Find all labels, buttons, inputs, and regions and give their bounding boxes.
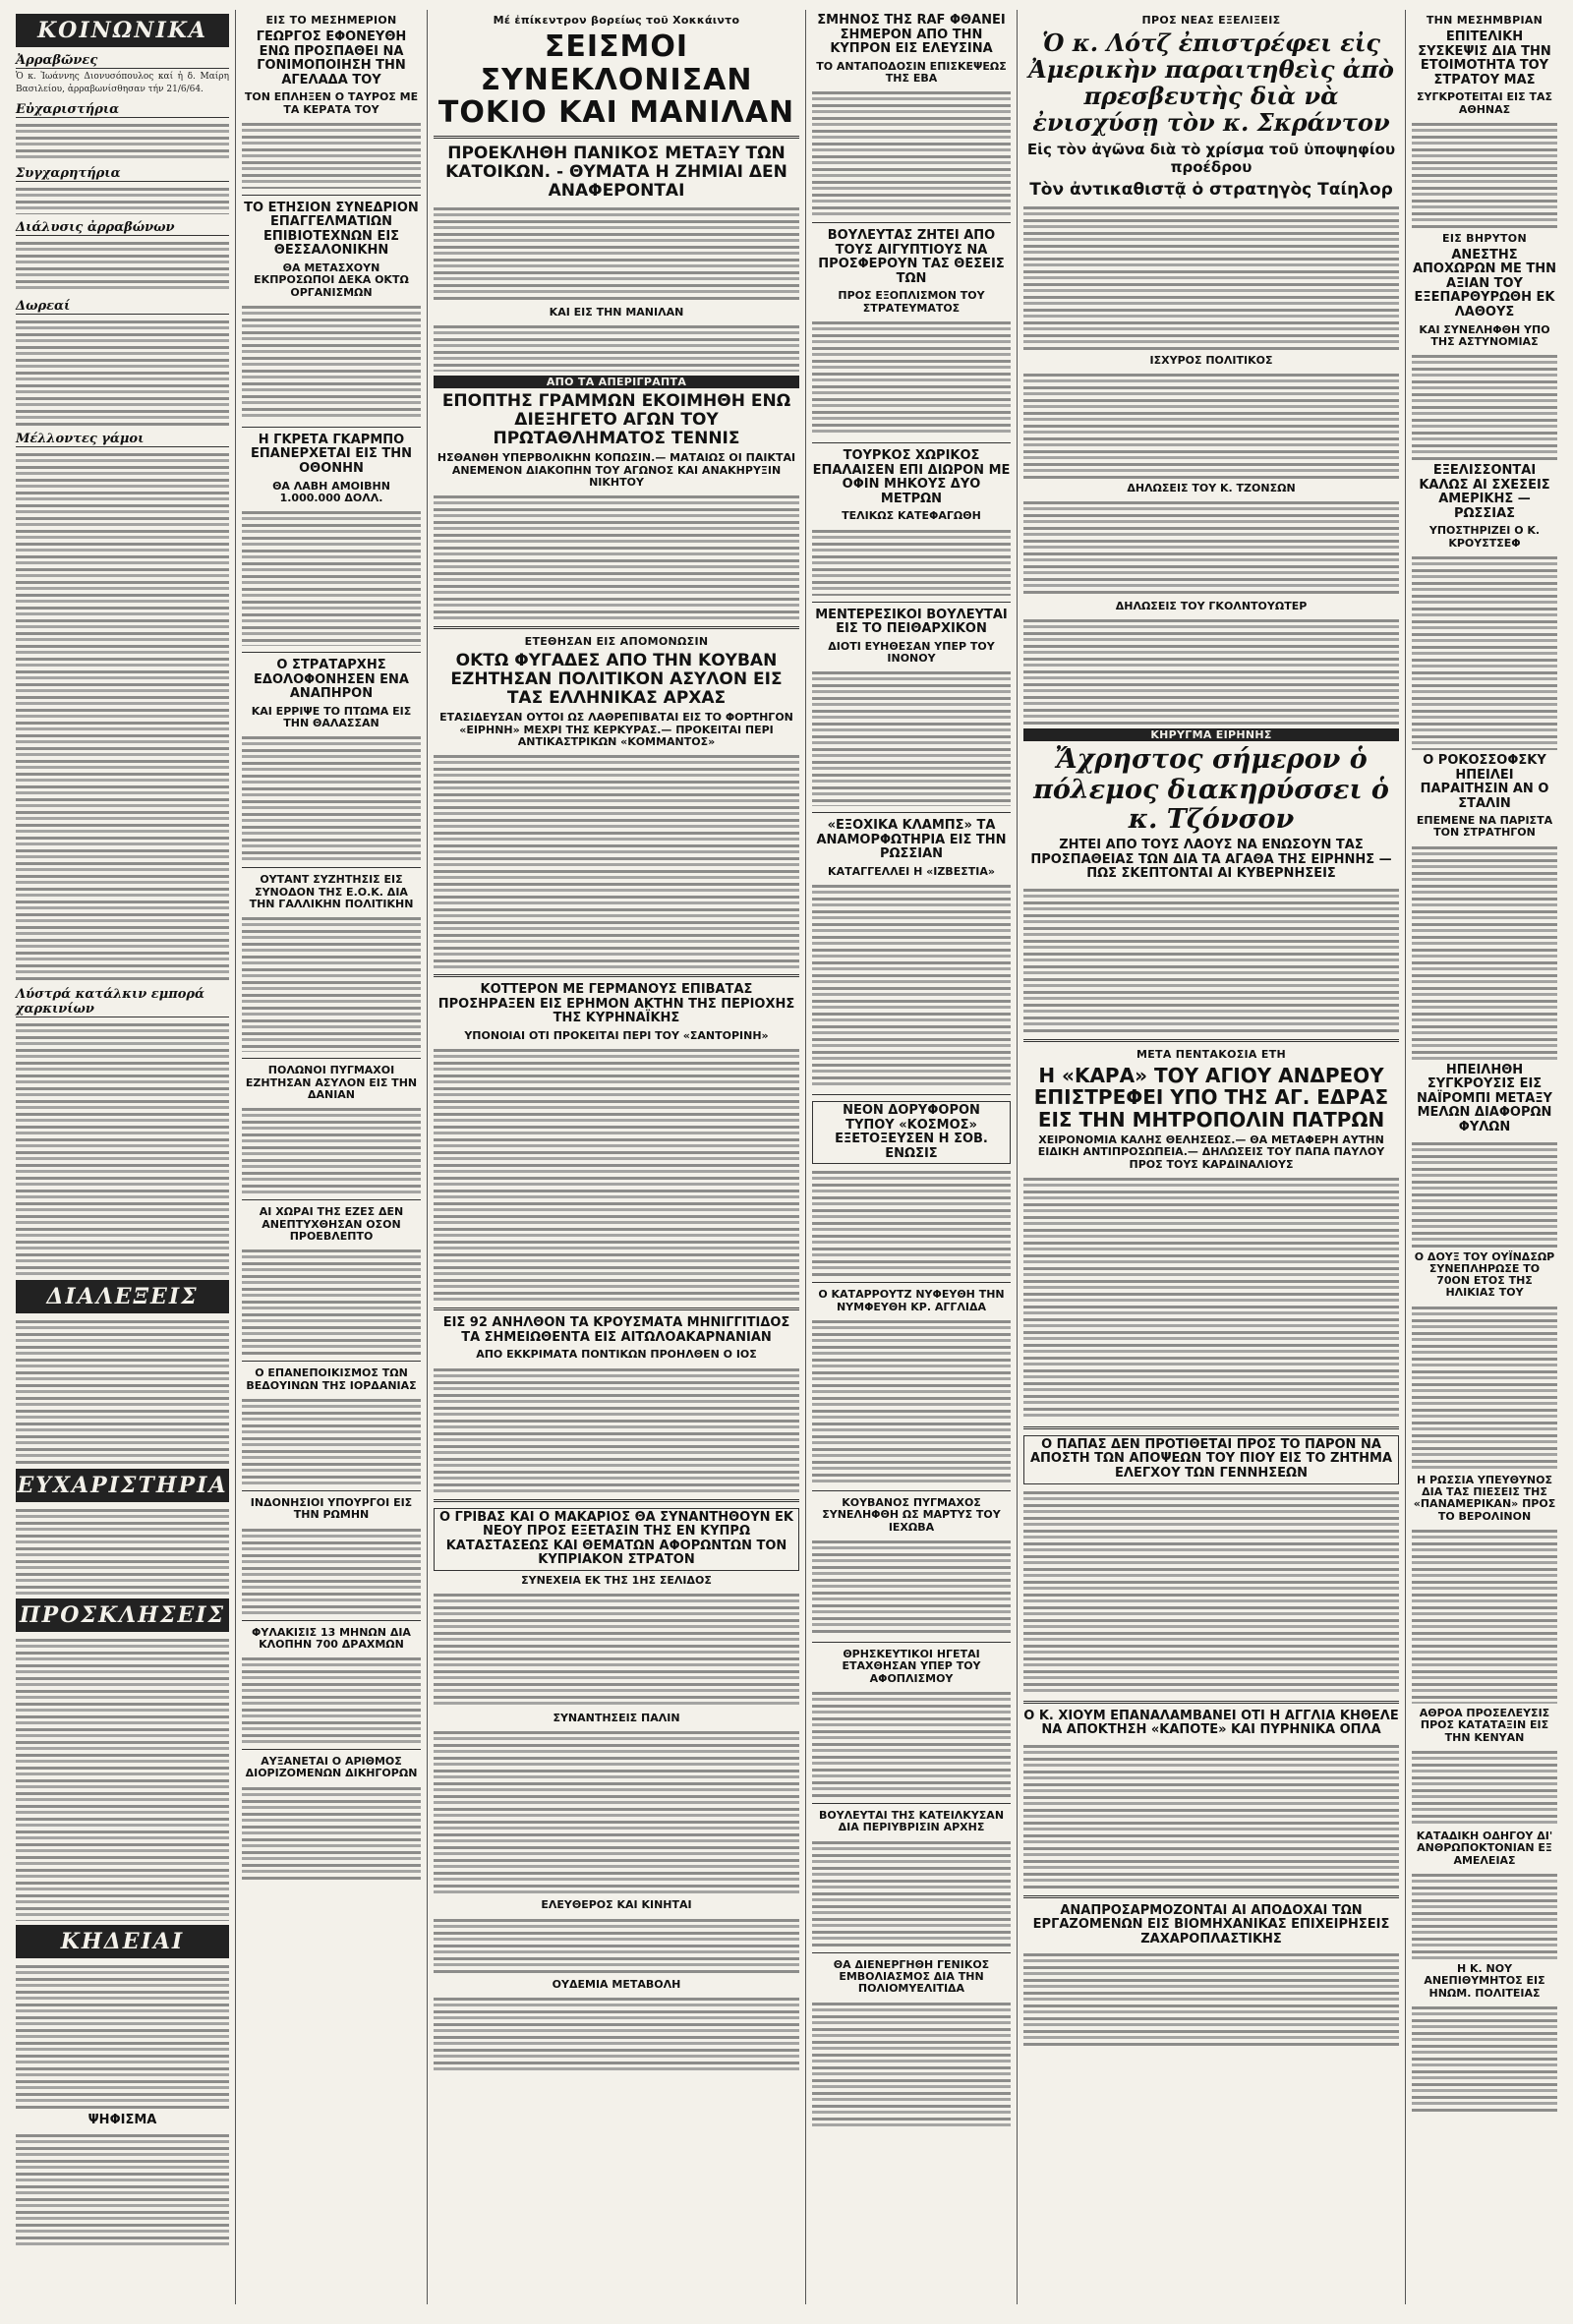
relic-headline: Η «ΚΑΡΑ» ΤΟΥ ΑΓΙΟΥ ΑΝΔΡΕΟΥ ΕΠΙΣΤΡΕΦΕΙ ΥΠΟ ΤΗΣ ΑΓ. ΕΔΡΑΣ ΕΙΣ ΤΗΝ ΜΗΤΡΟΠΟΛΙΝ ΠΑΤΡΩΝ: [1033, 1063, 1389, 1132]
camps-headline: «ΕΞΟΧΙΚΑ ΚΛΑΜΠΣ» ΤΑ ΑΝΑΜΟΡΦΩΤΗΡΙΑ ΕΙΣ ΤΗΝ ΡΩΣΣΙΑΝ: [816, 818, 1007, 862]
divider: [1023, 1039, 1399, 1042]
text-block: [242, 1105, 421, 1193]
text-block: [434, 1365, 799, 1493]
text-block: [16, 2131, 229, 2249]
text-block: [1412, 2004, 1557, 2112]
text-block: [434, 1728, 799, 1895]
text-block: [1023, 1175, 1399, 1421]
usa-ussr-headline: ΕΞΕΛΙΣΣΟΝΤΑΙ ΚΑΛΩΣ ΑΙ ΣΧΕΣΕΙΣ ΑΜΕΡΙΚΗΣ — ΡΩΣΣΙΑΣ: [1419, 463, 1550, 521]
indonesian-headline: ΙΝΔΟΝΗΣΙΟΙ ΥΠΟΥΡΓΟΙ ΕΙΣ ΤΗΝ ΡΩΜΗΝ: [250, 1495, 413, 1522]
divider: [812, 1642, 1011, 1643]
text-block: [242, 1784, 421, 1883]
divider: [812, 1282, 1011, 1283]
divider: [242, 195, 421, 196]
divider: [812, 222, 1011, 223]
column-foreign: [1018, 10, 1406, 2304]
congress-subhead: ΘΑ ΜΕΤΑΣΧΟΥΝ ΕΚΠΡΟΣΩΠΟΙ ΔΕΚΑ ΟΚΤΩ ΟΡΓΑΝΙΣΜΩΝ: [254, 261, 409, 299]
congress-headline: ΤΟ ΕΤΗΣΙΟΝ ΣΥΝΕΔΡΙΟΝ ΕΠΑΓΓΕΛΜΑΤΙΩΝ ΕΠΙΒΙΟΤΕΧΝΩΝ ΕΙΣ ΘΕΣΣΑΛΟΝΙΚΗΝ: [244, 200, 419, 259]
lectures-banner: ΔΙΑΛΕΞΕΙΣ: [16, 1280, 229, 1313]
column-world: [806, 10, 1018, 2304]
text-block: [1023, 203, 1399, 351]
strong-politician: ΙΣΧΥΡΟΣ ΠΟΛΙΤΙΚΟΣ: [1149, 353, 1273, 367]
goldwater-statements: ΔΗΛΩΣΕΙΣ ΤΟΥ ΓΚΟΛΝΤΟΥΩΤΕΡ: [1115, 600, 1308, 613]
theft-headline: ΦΥΛΑΚΙΣΙΣ 13 ΜΗΝΩΝ ΔΙΑ ΚΛΟΠΗΝ 700 ΔΡΑΧΜΩΝ: [252, 1625, 411, 1651]
text-block: [812, 319, 1011, 436]
divider: [242, 652, 421, 653]
grivas-free: ΕΛΕΥΘΕΡΟΣ ΚΑΙ ΚΙΝΗΤΑΙ: [541, 1898, 692, 1912]
column-social: [10, 10, 236, 2304]
farmer-headline: ΓΕΩΡΓΟΣ ΕΦΟΝΕΥΘΗ ΕΝΩ ΠΡΟΣΠΑΘΕΙ ΝΑ ΓΟΝΙΜΟΠΟΙΗΣΗ ΤΗΝ ΑΓΕΛΑΔΑ ΤΟΥ: [256, 29, 407, 87]
beirut-kicker: ΕΙΣ ΒΗΡΥΤΟΝ: [1442, 231, 1527, 245]
text-block: [16, 121, 229, 160]
divider: [242, 1058, 421, 1059]
tennis-headline: ΕΠΟΠΤΗΣ ΓΡΑΜΜΩΝ ΕΚΟΙΜΗΘΗ ΕΝΩ ΔΙΕΞΗΓΕΤΟ ΑΓΩΝ ΤΟΥ ΠΡΩΤΑΘΛΗΜΑΤΟΣ ΤΕΝΝΙΣ: [441, 391, 791, 449]
divider: [812, 1952, 1011, 1953]
marshal-subhead: ΚΑΙ ΕΡΡΙΨΕ ΤΟ ΠΤΩΜΑ ΕΙΣ ΤΗΝ ΘΑΛΑΣΣΑΝ: [251, 704, 412, 730]
text-block: [242, 508, 421, 646]
earthquake-subhead: ΠΡΟΕΚΛΗΘΗ ΠΑΝΙΚΟΣ ΜΕΤΑΞΥ ΤΩΝ ΚΑΤΟΙΚΩΝ. - ΘΥΜΑΤΑ Η ΖΗΜΙΑΙ ΔΕΝ ΑΝΑΦΕΡΟΝΤΑΙ: [445, 143, 787, 201]
divider: [812, 602, 1011, 603]
column-main: [428, 10, 806, 2304]
text-block: [242, 1396, 421, 1484]
section-upcoming-weddings: Μέλλοντες γάμοι: [16, 432, 229, 447]
text-block: [16, 1962, 229, 2110]
text-block: [16, 1020, 229, 1276]
insult-headline: ΒΟΥΛΕΥΤΑΙ ΤΗΣ ΚΑΤΕΙΛΚΥΣΑΝ ΔΙΑ ΠΕΡΙΥΒΡΙΣΙΝ ΑΡΧΗΣ: [818, 1808, 1005, 1834]
garbo-subhead: ΘΑ ΛΑΒΗ ΑΜΟΙΒΗΝ 1.000.000 ΔΟΛΛ.: [272, 479, 390, 504]
boxers-headline: ΠΟΛΩΝΟΙ ΠΥΓΜΑΧΟΙ ΕΖΗΤΗΣΑΝ ΑΣΥΛΟΝ ΕΙΣ ΤΗΝ ΔΑΝΙΑΝ: [245, 1064, 418, 1102]
text-block: [434, 1995, 799, 2073]
invitations-banner: ΠΡΟΣΚΛΗΣΕΙΣ: [16, 1598, 229, 1632]
relic-subhead: ΧΕΙΡΟΝΟΜΙΑ ΚΑΛΗΣ ΘΕΛΗΣΕΩΣ.— ΘΑ ΜΕΤΑΦΕΡΗ ΑΥΤΗΝ ΕΙΔΙΚΗ ΑΝΤΙΠΡΟΣΩΠΕΙΑ.— ΔΗΛΩΣΕΙΣ ΤΟΥ ΠΑΠΑ ΠΑΥΛΟΥ ΠΡΟΣ ΤΟΥΣ ΚΑΡΔΙΝΑΛΙΟΥΣ: [1037, 1133, 1385, 1171]
divider: [434, 1307, 799, 1310]
garbo-headline: Η ΓΚΡΕΤΑ ΓΚΑΡΜΠΟ ΕΠΑΝΕΡΧΕΤΑΙ ΕΙΣ ΤΗΝ ΟΘΟΝΗΝ: [250, 432, 413, 477]
text-block: [812, 88, 1011, 216]
col6-kicker: ΤΗΝ ΜΕΣΗΜΒΡΙΑΝ: [1426, 14, 1544, 27]
divider: [242, 1490, 421, 1491]
divider: [434, 626, 799, 629]
divider: [812, 1490, 1011, 1491]
egypt-subhead: ΠΡΟΣ ΕΞΟΠΛΙΣΜΟΝ ΤΟΥ ΣΤΡΑΤΕΥΜΑΤΟΣ: [838, 289, 985, 315]
text-block: [434, 204, 799, 303]
beirut-subhead: ΚΑΙ ΣΥΝΕΛΗΦΘΗ ΥΠΟ ΤΗΣ ΑΣΤΥΝΟΜΙΑΣ: [1419, 322, 1550, 348]
divider: [242, 1620, 421, 1621]
kenya-headline: ΑΘΡΟΑ ΠΡΟΣΕΛΕΥΣΙΣ ΠΡΟΣ ΚΑΤΑΤΑΞΙΝ ΕΙΣ ΤΗΝ ΚΕΝΥΑΝ: [1419, 1707, 1550, 1744]
text-block: [16, 1636, 229, 1921]
relic-kicker: ΜΕΤΑ ΠΕΝΤΑΚΟΣΙΑ ΕΤΗ: [1136, 1047, 1286, 1061]
text-block: [812, 2000, 1011, 2127]
snake-headline: ΤΟΥΡΚΟΣ ΧΩΡΙΚΟΣ ΕΠΑΛΑΙΣΕΝ ΕΠΙ ΔΙΩΡΟΝ ΜΕ ΟΦΙΝ ΜΗΚΟΥΣ ΔΥΟ ΜΕΤΡΩΝ: [812, 448, 1011, 506]
text-block: [812, 1689, 1011, 1797]
divider: [434, 1499, 799, 1502]
marshal-headline: Ο ΣΤΡΑΤΑΡΧΗΣ ΕΔΟΛΟΦΟΝΗΣΕΝ ΕΝΑ ΑΝΑΠΗΡΟΝ: [254, 658, 409, 702]
satellite-headline: ΝΕΟΝ ΔΟΡΥΦΟΡΟΝ ΤΥΠΟΥ «ΚΟΣΜΟΣ» ΕΞΕΤΟΞΕΥΣΕΝ Η ΣΟΒ. ΕΝΩΣΙΣ: [812, 1101, 1011, 1164]
raf-headline: ΣΜΗΝΟΣ ΤΗΣ RAF ΦΘΑΝΕΙ ΣΗΜΕΡΟΝ ΑΠΟ ΤΗΝ ΚΥΠΡΟΝ ΕΙΣ ΕΛΕΥΣΙΝΑ: [817, 13, 1006, 57]
section-broken-engagements: Διάλυσις ἀρραβώνων: [16, 220, 229, 236]
thanks-banner: ΕΥΧΑΡΙΣΤΗΡΙΑ: [16, 1469, 229, 1502]
bedouins-headline: Ο ΕΠΑΝΕΠΟΙΚΙΣΜΟΣ ΤΩΝ ΒΕΔΟΥΙΝΩΝ ΤΗΣ ΙΟΡΔΑΝΙΑΣ: [246, 1366, 417, 1392]
divider: [242, 427, 421, 428]
text-block: [242, 1247, 421, 1355]
text-block: [1023, 616, 1399, 725]
text-block: [434, 322, 799, 372]
text-block: [1412, 1527, 1557, 1704]
peace-subhead: ΖΗΤΕΙ ΑΠΟ ΤΟΥΣ ΛΑΟΥΣ ΝΑ ΕΝΩΣΟΥΝ ΤΑΣ ΠΡΟΣΠΑΘΕΙΑΣ ΤΩΝ ΔΙΑ ΤΑ ΑΓΑΘΑ ΤΗΣ ΕΙΡΗΝΗΣ — ΠΩΣ ΣΚΕΠΤΟΝΤΑΙ ΑΙ ΚΥΒΕΡΝΗΣΕΙΣ: [1030, 838, 1392, 882]
text-block: [242, 303, 421, 421]
text-block: [812, 882, 1011, 1088]
grivas-continued: ΣΥΝΕΧΕΙΑ ΕΚ ΤΗΣ 1ΗΣ ΣΕΛΙΔΟΣ: [521, 1573, 712, 1587]
cuba-headline: ΟΚΤΩ ΦΥΓΑΔΕΣ ΑΠΟ ΤΗΝ ΚΟΥΒΑΝ ΕΖΗΤΗΣΑΝ ΠΟΛΙΤΙΚΟΝ ΑΣΥΛΟΝ ΕΙΣ ΤΑΣ ΕΛΛΗΝΙΚΑΣ ΑΡΧΑΣ: [450, 651, 783, 709]
wages-headline: ΑΝΑΠΡΟΣΑΡΜΟΖΟΝΤΑΙ ΑΙ ΑΠΟΔΟΧΑΙ ΤΩΝ ΕΡΓΑΖΟΜΕΝΩΝ ΕΙΣ ΒΙΟΜΗΧΑΝΙΚΑΣ ΕΠΙΧΕΙΡΗΣΕΙΣ ΖΑΧΑΡΟΠΛΑΣΤΙΚΗΣ: [1032, 1902, 1390, 1946]
nairobi-headline: ΗΠΕΙΛΗΘΗ ΣΥΓΚΡΟΥΣΙΣ ΕΙΣ ΝΑΪΡΟΜΠΙ ΜΕΤΑΞΥ ΜΕΛΩΝ ΔΙΑΦΟΡΩΝ ΦΥΛΩΝ: [1417, 1062, 1552, 1134]
column-briefs: [236, 10, 428, 2304]
grivas-headline: Ο ΓΡΙΒΑΣ ΚΑΙ Ο ΜΑΚΑΡΙΟΣ ΘΑ ΣΥΝΑΝΤΗΘΟΥΝ ΕΚ ΝΕΟΥ ΠΡΟΣ ΕΞΕΤΑΣΙΝ ΤΗΣ ΕΝ ΚΥΠΡΩ ΚΑΤΑΣΤΑΣΕΩΣ ΚΑΙ ΘΕΜΑΤΩΝ ΑΦΟΡΩΝΤΩΝ ΤΟΝ ΚΥΠΡΙΑΚΟΝ ΣΤΡΑΤΟΝ: [434, 1508, 799, 1571]
section-engagements: Ἀρραβῶνες: [16, 53, 229, 69]
efta-headline: ΑΙ ΧΩΡΑΙ ΤΗΣ ΕΖΕΣ ΔΕΝ ΑΝΕΠΤΥΧΘΗΣΑΝ ΟΣΟΝ ΠΡΟΕΒΛΕΠΤΟ: [259, 1205, 404, 1243]
usa-ussr-subhead: ΥΠΟΣΤΗΡΙΖΕΙ Ο Κ. ΚΡΟΥΣΤΣΕΦ: [1428, 524, 1541, 550]
cutter-headline: ΚΟΤΤΕΡΟΝ ΜΕ ΓΕΡΜΑΝΟΥΣ ΕΠΙΒΑΤΑΣ ΠΡΟΣΗΡΑΞΕΝ ΕΙΣ ΕΡΗΜΟΝ ΑΚΤΗΝ ΤΗΣ ΠΕΡΙΟΧΗΣ ΤΗΣ ΚΥΡΗΝΑΪΚΗΣ: [437, 982, 795, 1026]
cuba-subhead: ΕΤΑΣΙΔΕΥΣΑΝ ΟΥΤΟΙ ΩΣ ΛΑΘΡΕΠΙΒΑΤΑΙ ΕΙΣ ΤΟ ΦΟΡΤΗΓΟΝ «ΕΙΡΗΝΗ» ΜΕΧΡΙ ΤΗΣ ΚΕΡΚΥΡΑΣ.— ΠΡΟΚΕΙΤΑΙ ΠΕΡΙ ΑΝΤΙΚΑΣΤΡΙΚΩΝ «ΚΟΜΜΑΝΤΟΣ»: [439, 711, 793, 748]
lodge-kicker: ΠΡΟΣ ΝΕΑΣ ΕΞΕΛΙΞΕΙΣ: [1141, 14, 1281, 27]
text-block: [434, 1046, 799, 1302]
text-block: [434, 752, 799, 968]
divider: [1023, 1895, 1399, 1898]
divider: [812, 812, 1011, 813]
divider: [242, 1749, 421, 1750]
text-block: [16, 450, 229, 981]
panamerican-headline: Η ΡΩΣΣΙΑ ΥΠΕΥΘΥΝΟΣ ΔΙΑ ΤΑΣ ΠΙΕΣΕΙΣ ΤΗΣ «ΠΑΝΑΜΕΡΙΚΑΝ» ΠΡΟΣ ΤΟ ΒΕΡΟΛΙΝΟΝ: [1413, 1473, 1556, 1523]
vaccination-headline: ΘΑ ΔΙΕΝΕΡΓΗΘΗ ΓΕΝΙΚΟΣ ΕΜΒΟΛΙΑΣΜΟΣ ΔΙΑ ΤΗΝ ΠΟΛΙΟΜΥΕΛΙΤΙΔΑ: [833, 1957, 990, 1996]
earthquake-headline: ΣΕΙΣΜΟΙ ΣΥΝΕΚΛΟΝΙΣΑΝ ΤΟΚΙΟ ΚΑΙ ΜΑΝΙΛΑΝ: [437, 29, 795, 131]
tennis-kicker: ΑΠΟ ΤΑ ΑΠΕΡΙΓΡΑΠΤΑ: [434, 376, 799, 388]
newspaper-page: [10, 10, 1563, 2304]
divider: [434, 136, 799, 139]
divider: [812, 442, 1011, 443]
text-block: [16, 318, 229, 426]
camps-subhead: ΚΑΤΑΓΓΕΛΛΕΙ Η «ΙΖΒΕΣΤΙΑ»: [828, 864, 995, 878]
lawyers-headline: ΑΥΞΑΝΕΤΑΙ Ο ΑΡΙΘΜΟΣ ΔΙΟΡΙΖΟΜΕΝΩΝ ΔΙΚΗΓΟΡΩΝ: [245, 1755, 418, 1780]
cuba-kicker: ΕΤΕΘΗΣΑΝ ΕΙΣ ΑΠΟΜΟΝΩΣΙΝ: [524, 635, 709, 649]
text-block: [1412, 1871, 1557, 1959]
divider: [434, 974, 799, 977]
divider: [812, 1094, 1011, 1095]
text-block: [242, 120, 421, 189]
boxer-headline: ΚΟΥΒΑΝΟΣ ΠΥΓΜΑΧΟΣ ΣΥΝΕΛΗΦΘΗ ΩΣ ΜΑΡΤΥΣ ΤΟΥ ΙΕΧΩΒΑ: [822, 1496, 1001, 1534]
text-block: [1023, 886, 1399, 1033]
peace-headline: Ἄχρηστος σήμερον ὁ πόλεμος διακηρύσσει ὁ κ. Τζόνσον: [1033, 744, 1389, 835]
wedding-headline: Ο ΚΑΤΑΡΡΟΥΤΖ ΝΥΦΕΥΘΗ ΤΗΝ ΝΥΜΦΕΥΘΗ ΚΡ. ΑΓΓΛΙΔΑ: [818, 1288, 1005, 1313]
divider: [1023, 1701, 1399, 1704]
text-block: [1023, 1950, 1399, 2049]
text-block: [1023, 1488, 1399, 1695]
divider: [812, 1803, 1011, 1804]
text-block: [16, 1506, 229, 1595]
text-block: [434, 1916, 799, 1975]
rokossovsky-headline: Ο ΡΟΚΟΣΣΟΦΣΚΥ ΗΠΕΙΛΕΙ ΠΑΡΑΙΤΗΣΙΝ ΑΝ Ο ΣΤΑΛΙΝ: [1420, 752, 1549, 811]
farmer-subhead: ΤΟΝ ΕΠΛΗΞΕΝ Ο ΤΑΥΡΟΣ ΜΕ ΤΑ ΚΕΡΑΤΑ ΤΟΥ: [244, 90, 419, 116]
engagement-notice: Ὁ κ. Ἰωάννης Διονυσόπουλος καί ἡ δ. Μαίρη Βασιλείου, ἀρραβωνίσθησαν τήν 21/6/64.: [16, 72, 229, 94]
manila-subhead: ΚΑΙ ΕΙΣ ΤΗΝ ΜΑΝΙΛΑΝ: [549, 305, 684, 319]
text-block: [242, 914, 421, 1052]
text-block: [1023, 371, 1399, 479]
lodge-headline: Ὁ κ. Λότζ ἐπιστρέφει εἰς Ἀμερικὴν παραιτηθεὶς ἀπὸ πρεσβευτὴς διὰ νὰ ἐνισχύσῃ τὸν κ. Σκράντον: [1028, 29, 1394, 137]
meningitis-headline: ΕΙΣ 92 ΑΝΗΛΘΟΝ ΤΑ ΚΡΟΥΣΜΑΤΑ ΜΗΝΙΓΓΙΤΙΔΟΣ ΤΑ ΣΗΜΕΙΩΘΕΝΤΑ ΕΙΣ ΑΙΤΩΛΟΑΚΑΡΝΑΝΙΑΝ: [442, 1315, 790, 1345]
eec-headline: ΟΥΤΑΝΤ ΣΥΖΗΤΗΣΙΣ ΕΙΣ ΣΥΝΟΔΟΝ ΤΗΣ Ε.Ο.Κ. ΔΙΑ ΤΗΝ ΓΑΛΛΙΚΗΝ ΠΟΛΙΤΙΚΗΝ: [249, 873, 414, 911]
army-headline: ΕΠΙΤΕΛΙΚΗ ΣΥΣΚΕΨΙΣ ΔΙΑ ΤΗΝ ΕΤΟΙΜΟΤΗΤΑ ΤΟΥ ΣΤΡΑΤΟΥ ΜΑΣ: [1418, 29, 1551, 87]
section-congratulations: Συγχαρητήρια: [16, 166, 229, 182]
hume-headline: Ο Κ. ΧΙΟΥΜ ΕΠΑΝΑΛΑΜΒΑΝΕΙ ΟΤΙ Η ΑΓΓΛΙΑ ΚΗΘΕΛΕ ΝΑ ΑΠΟΚΤΗΣΗ «ΚΑΠΟΤΕ» ΚΑΙ ΠΥΡΗΝΙΚΑ ΟΠΛΑ: [1023, 1708, 1399, 1738]
grivas-nochange: ΟΥΔΕΜΙΑ ΜΕΤΑΒΟΛΗ: [552, 1977, 681, 1991]
raf-subhead: ΤΟ ΑΝΤΑΠΟΔΟΣΙΝ ΕΠΙΣΚΕΨΕΩΣ ΤΗΣ ΕΒΑ: [816, 59, 1007, 85]
text-block: [1412, 1748, 1557, 1827]
divider: [1023, 1426, 1399, 1429]
text-block: [812, 1168, 1011, 1276]
resolution-heading: ΨΗΦΙΣΜΑ: [87, 2112, 157, 2127]
lodge-subhead: Εἰς τὸν ἀγῶνα διὰ τὸ χρίσμα τοῦ ὑποψηφίου προέδρου: [1026, 140, 1396, 176]
driver-headline: ΚΑΤΑΔΙΚΗ ΟΔΗΓΟΥ ΔΙ' ΑΝΘΡΩΠΟΚΤΟΝΙΑΝ ΕΞ ΑΜΕΛΕΙΑΣ: [1416, 1829, 1553, 1867]
text-block: [1412, 120, 1557, 228]
text-block: [812, 1838, 1011, 1946]
nhu-headline: Η Κ. ΝΟΥ ΑΝΕΠΙΘΥΜΗΤΟΣ ΕΙΣ ΗΝΩΜ. ΠΟΛΙΤΕΙΑΣ: [1424, 1961, 1545, 2000]
egypt-headline: ΒΟΥΛΕΥΤΑΣ ΖΗΤΕΙ ΑΠΟ ΤΟΥΣ ΑΙΓΥΠΤΙΟΥΣ ΝΑ ΠΡΟΣΦΕΡΟΥΝ ΤΑΣ ΘΕΣΕΙΣ ΤΩΝ: [818, 228, 1005, 286]
section-donations: Δωρεαί: [16, 299, 229, 315]
text-block: [242, 1526, 421, 1614]
mps-subhead: ΔΙΟΤΙ ΕΥΗΘΕΣΑΝ ΥΠΕΡ ΤΟΥ ΙΝΟΝΟΥ: [828, 639, 995, 665]
text-block: [1412, 1139, 1557, 1248]
text-block: [434, 493, 799, 620]
divider: [242, 867, 421, 868]
johnson-statements: ΔΗΛΩΣΕΙΣ ΤΟΥ Κ. ΤΖΟΝΣΩΝ: [1127, 481, 1296, 494]
text-block: [812, 527, 1011, 596]
text-block: [242, 1655, 421, 1743]
col2-kicker: ΕΙΣ ΤΟ ΜΕΣΗΜΕΡΙΟΝ: [265, 14, 397, 27]
text-block: [16, 1317, 229, 1465]
text-block: [812, 1538, 1011, 1636]
text-block: [16, 239, 229, 293]
text-block: [1412, 843, 1557, 1060]
beirut-headline: ΑΝΕΣΤΗΣ ΑΠΟΧΩΡΩΝ ΜΕ ΤΗΝ ΑΞΙΑΝ ΤΟΥ ΕΞΕΠΑΡΘΥΡΩΘΗ ΕΚ ΛΑΘΟΥΣ: [1412, 247, 1557, 320]
taylor-subhead: Τὸν ἀντικαθιστᾷ ὁ στρατηγὸς Ταίηλορ: [1029, 179, 1393, 200]
divider: [242, 1361, 421, 1362]
grivas-meetings: ΣΥΝΑΝΤΗΣΕΙΣ ΠΑΛΙΝ: [553, 1712, 680, 1725]
text-block: [1412, 1304, 1557, 1471]
text-block: [16, 185, 229, 214]
text-block: [434, 1591, 799, 1709]
tennis-subhead: ΗΣΘΑΝΘΗ ΥΠΕΡΒΟΛΙΚΗΝ ΚΟΠΩΣΙΝ.— ΜΑΤΑΙΩΣ ΟΙ ΠΑΙΚΤΑΙ ΑΝΕΜΕΝΟΝ ΔΙΑΚΟΠΗΝ ΤΟΥ ΑΓΩΝΟΣ ΚΑΙ ΑΝΑΚΗΡΥΞΙΝ ΝΙΚΗΤΟΥ: [437, 451, 796, 489]
divider: [242, 1199, 421, 1200]
section-thanks: Εὐχαριστήρια: [16, 102, 229, 118]
snake-subhead: ΤΕΛΙΚΩΣ ΚΑΤΕΦΑΓΩΘΗ: [842, 509, 981, 523]
text-block: [1412, 352, 1557, 460]
disarmament-headline: ΘΡΗΣΚΕΥΤΙΚΟΙ ΗΓΕΤΑΙ ΕΤΑΧΘΗΣΑΝ ΥΠΕΡ ΤΟΥ ΑΦΟΠΛΙΣΜΟΥ: [842, 1648, 981, 1685]
mps-headline: ΜΕΝΤΕΡΕΣΙΚΟΙ ΒΟΥΛΕΥΤΑΙ ΕΙΣ ΤΟ ΠΕΙΘΑΡΧΙΚΟΝ: [815, 607, 1008, 637]
funerals-banner: ΚΗΔΕΙΑΙ: [16, 1925, 229, 1958]
social-banner: ΚΟΙΝΩΝΙΚΑ: [16, 14, 229, 47]
windsor-headline: Ο ΔΟΥΞ ΤΟΥ ΟΥΪΝΔΣΩΡ ΣΥΝΕΠΛΗΡΩΣΕ ΤΟ 70ΟΝ ΕΤΟΣ ΤΗΣ ΗΛΙΚΙΑΣ ΤΟΥ: [1414, 1249, 1555, 1300]
pope-headline: Ο ΠΑΠΑΣ ΔΕΝ ΠΡΟΤΙΘΕΤΑΙ ΠΡΟΣ ΤΟ ΠΑΡΟΝ ΝΑ ΑΠΟΣΤΗ ΤΩΝ ΑΠΟΨΕΩΝ ΤΟΥ ΠΙΟΥ ΕΙΣ ΤΟ ΖΗΤΗΜΑ ΕΛΕΓΧΟΥ ΤΩΝ ΓΕΝΝΗΣΕΩΝ: [1023, 1435, 1399, 1484]
earthquake-kicker: Μέ ἐπίκεντρον βορείως τοῦ Χοκκάιντο: [493, 14, 740, 27]
text-block: [1412, 553, 1557, 750]
peace-kicker: ΚΗΡΥΓΜΑ ΕΙΡΗΝΗΣ: [1023, 728, 1399, 741]
column-right: [1406, 10, 1563, 2304]
text-block: [1023, 1742, 1399, 1889]
text-block: [812, 668, 1011, 806]
cutter-subhead: ΥΠΟΝΟΙΑΙ ΟΤΙ ΠΡΟΚΕΙΤΑΙ ΠΕΡΙ ΤΟΥ «ΣΑΝΤΟΡΙΝΗ»: [464, 1028, 769, 1042]
army-subhead: ΣΥΓΚΡΟΤΕΙΤΑΙ ΕΙΣ ΤΑΣ ΑΘΗΝΑΣ: [1417, 90, 1552, 116]
text-block: [1023, 498, 1399, 597]
text-block: [812, 1317, 1011, 1484]
rokossovsky-subhead: ΕΠΕΜΕΝΕ ΝΑ ΠΑΡΙΣΤΑ ΤΟΝ ΣΤΡΑΤΗΓΟΝ: [1416, 814, 1553, 840]
mid-heading: Λύστρά κατάλκιν εμπορά χαρκινίων: [16, 987, 229, 1017]
text-block: [242, 733, 421, 861]
meningitis-subhead: ΑΠΟ ΕΚΚΡΙΜΑΤΑ ΠΟΝΤΙΚΩΝ ΠΡΟΗΛΘΕΝ Ο ΙΟΣ: [476, 1348, 757, 1362]
